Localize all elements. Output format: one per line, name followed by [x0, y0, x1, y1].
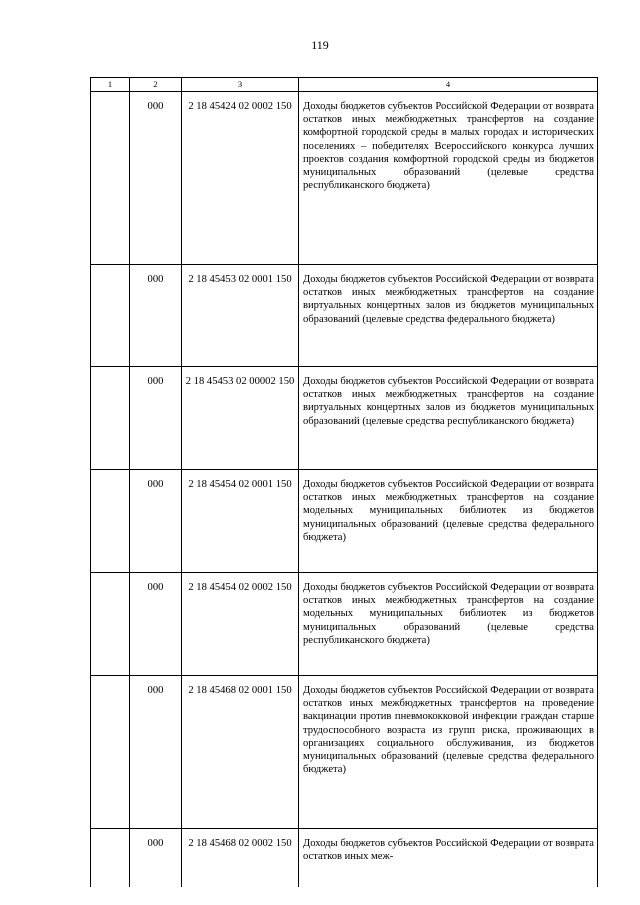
- admin-code-cell: 000: [130, 470, 182, 573]
- income-code-cell: 2 18 45454 02 0002 150: [182, 573, 299, 676]
- table-row: [91, 92, 598, 265]
- table-row: [91, 573, 598, 676]
- description-cell: Доходы бюджетов субъектов Российской Федерации от возврата остатков иных межбюджетных трансфертов на создание комфортной городской среды в малых городах и исторических поселениях – победителях Всероссийского конкурса лучших проектов создания комфортной городской среды из бюджетов муниципальных образований (целевые средства республиканского бюджета): [299, 92, 598, 265]
- table-row: [91, 265, 598, 367]
- row-number-cell: [91, 676, 130, 829]
- admin-code-cell: 000: [130, 92, 182, 265]
- table-row: [91, 470, 598, 573]
- description-cell: Доходы бюджетов субъектов Российской Федерации от возврата остатков иных межбюджетных трансфертов на проведение вакцинации против пневмококковой инфекции граждан старше трудоспособного возраста из групп риска, проживающих в организациях социального обслуживания, из бюджетов муниципальных образований (целевые средства федерального бюджета): [299, 676, 598, 829]
- header-col-3: 3: [182, 78, 299, 92]
- row-number-cell: [91, 829, 130, 888]
- row-number-cell: [91, 470, 130, 573]
- income-code-cell: 2 18 45468 02 0001 150: [182, 676, 299, 829]
- income-code-cell: 2 18 45424 02 0002 150: [182, 92, 299, 265]
- row-number-cell: [91, 573, 130, 676]
- table-row: [91, 829, 598, 888]
- header-col-1: 1: [91, 78, 130, 92]
- row-number-cell: [91, 92, 130, 265]
- income-code-cell: 2 18 45468 02 0002 150: [182, 829, 299, 888]
- income-code-cell: 2 18 45453 02 0001 150: [182, 265, 299, 367]
- description-cell: Доходы бюджетов субъектов Российской Федерации от возврата остатков иных межбюджетных трансфертов на создание виртуальных концертных залов из бюджетов муниципальных образований (целевые средства республиканского бюджета): [299, 367, 598, 470]
- income-code-cell: 2 18 45454 02 0001 150: [182, 470, 299, 573]
- admin-code-cell: 000: [130, 829, 182, 888]
- table-row: [91, 367, 598, 470]
- page-number: 119: [311, 38, 329, 52]
- row-number-cell: [91, 367, 130, 470]
- table-row: [91, 676, 598, 829]
- description-cell: Доходы бюджетов субъектов Российской Федерации от возврата остатков иных межбюджетных трансфертов на создание виртуальных концертных залов из бюджетов муниципальных образований (целевые средства федерального бюджета): [299, 265, 598, 367]
- income-code-cell: 2 18 45453 02 00002 150: [182, 367, 299, 470]
- row-number-cell: [91, 265, 130, 367]
- header-col-4: 4: [299, 78, 598, 92]
- admin-code-cell: 000: [130, 265, 182, 367]
- table-header-row: [91, 78, 598, 92]
- budget-income-table: [90, 77, 598, 887]
- description-cell: Доходы бюджетов субъектов Российской Федерации от возврата остатков иных меж-: [299, 829, 598, 888]
- description-cell: Доходы бюджетов субъектов Российской Федерации от возврата остатков иных межбюджетных трансфертов на создание модельных муниципальных библиотек из бюджетов муниципальных образований (целевые средства республиканского бюджета): [299, 573, 598, 676]
- admin-code-cell: 000: [130, 573, 182, 676]
- description-cell: Доходы бюджетов субъектов Российской Федерации от возврата остатков иных межбюджетных трансфертов на создание модельных муниципальных библиотек из бюджетов муниципальных образований (целевые средства федерального бюджета): [299, 470, 598, 573]
- header-col-2: 2: [130, 78, 182, 92]
- admin-code-cell: 000: [130, 367, 182, 470]
- admin-code-cell: 000: [130, 676, 182, 829]
